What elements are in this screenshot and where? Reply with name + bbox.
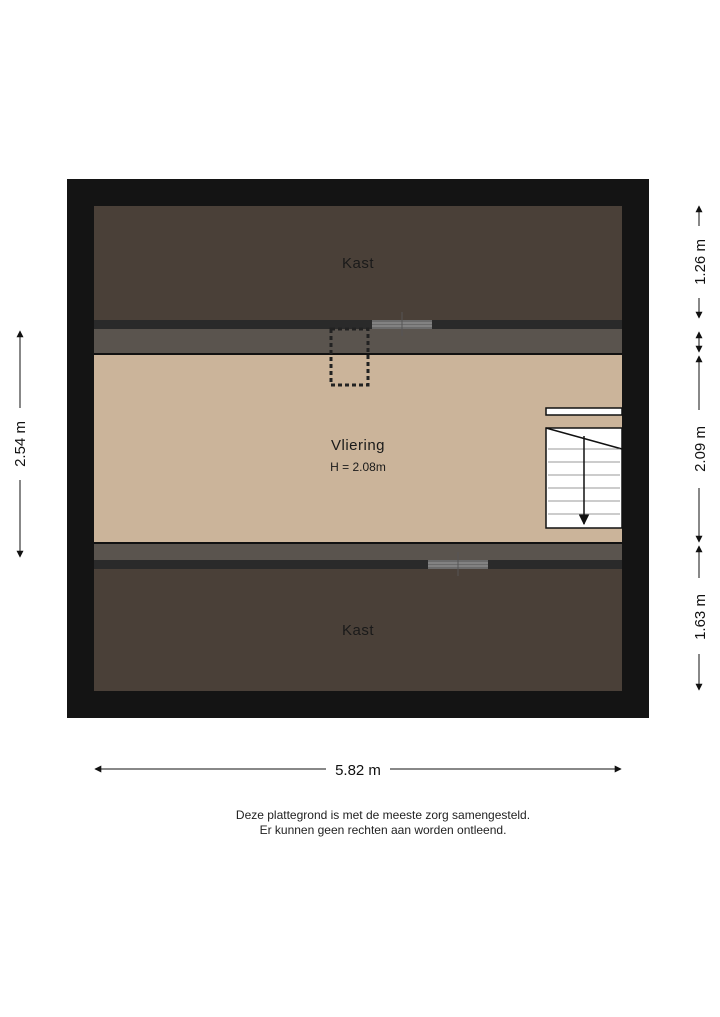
left-dimension-label: 2.54 m [12,421,29,467]
right-dimension-bottom [692,546,709,690]
width-dimension-label: 5.82 m [335,762,381,779]
right-dimension-top [692,206,709,318]
top-closet-label: Kast [341,255,375,272]
bottom-knee-wall [94,544,622,560]
disclaimer-line-1: Deze plattegrond is met de meeste zorg samengesteld. [235,808,531,822]
top-knee-wall [94,329,622,354]
right-dimension-bottom-label: 1.63 m [692,594,709,640]
width-dimension [95,762,621,779]
right-dimension-top-label: 1.26 m [692,239,709,285]
attic-label: Vliering [330,437,386,454]
bottom-closet-label: Kast [341,622,375,639]
right-dimension-middle-label: 2.09 m [692,426,709,472]
bottom-beam [94,560,622,569]
left-dimension [12,331,29,557]
attic-height-note: H = 2.08m [330,460,386,474]
right-dimension-middle [692,356,709,542]
top-beam [94,320,622,329]
disclaimer-line-2: Er kunnen geen rechten aan worden ontleend. [259,823,507,837]
